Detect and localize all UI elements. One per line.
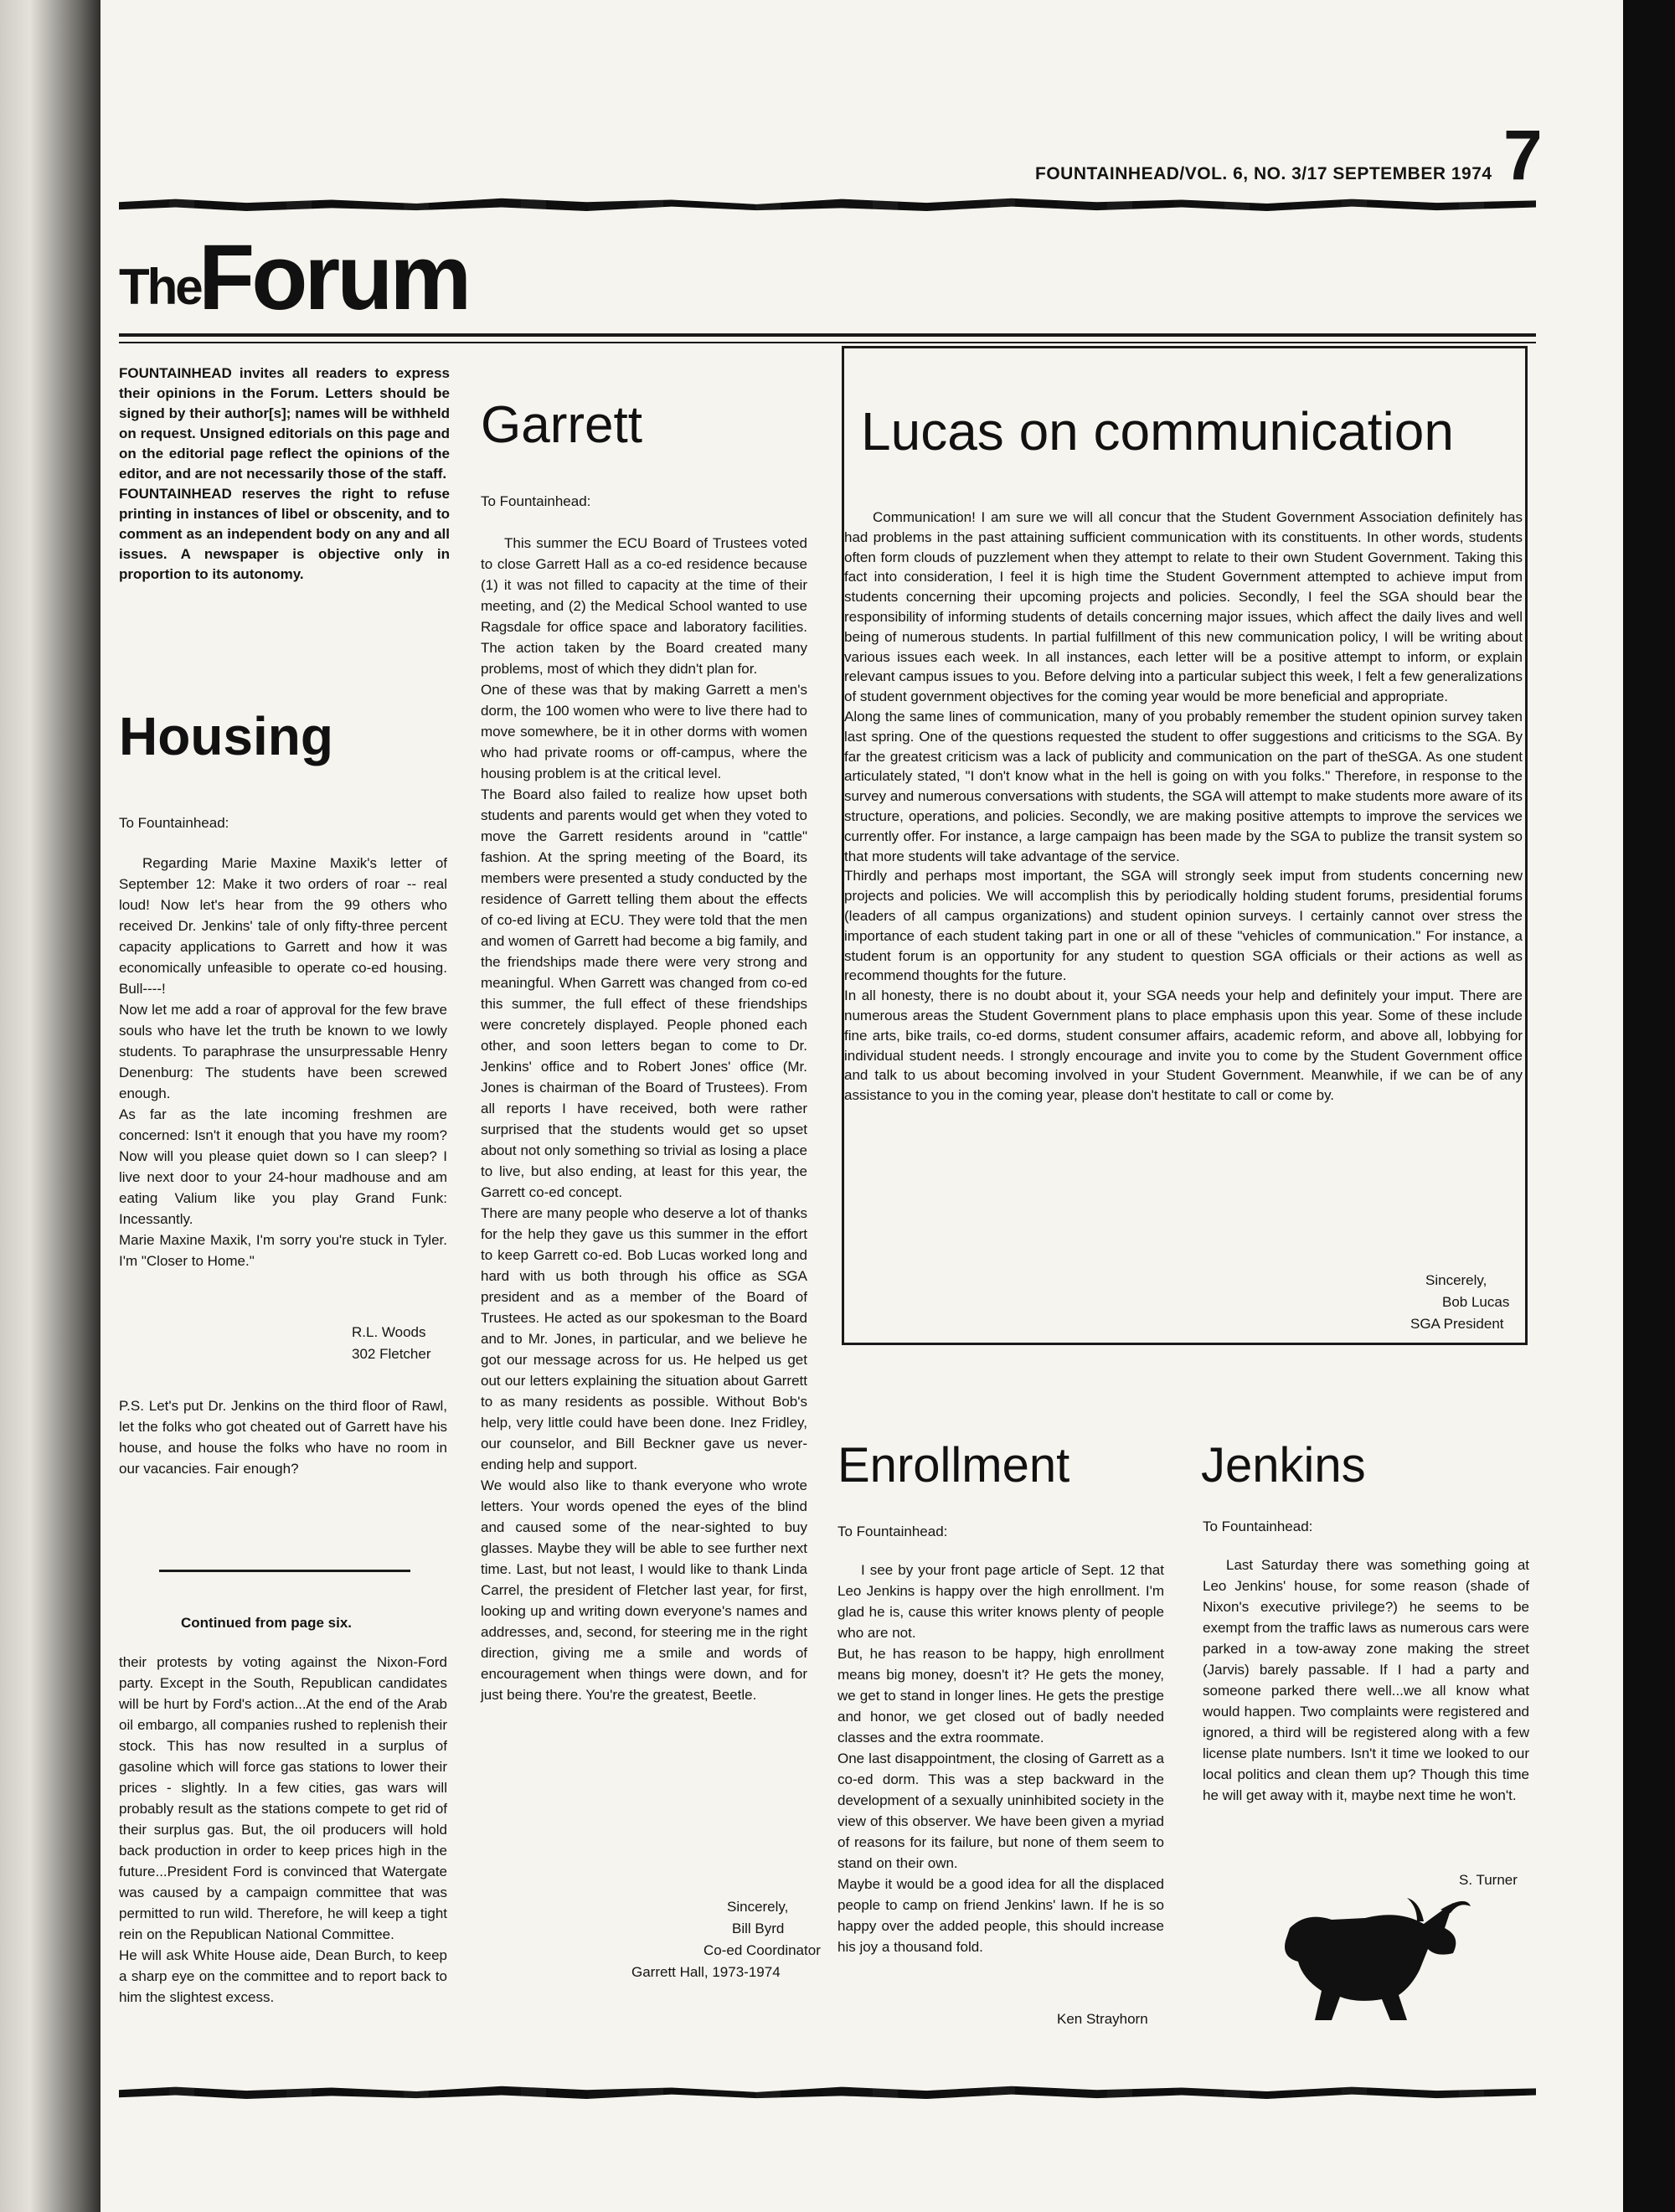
section-divider xyxy=(159,1570,410,1572)
enrollment-signer-name: Ken Strayhorn xyxy=(1057,2011,1148,2027)
page-number: 7 xyxy=(1503,116,1543,194)
garrett-signer-title: Co-ed Coordinator xyxy=(704,1942,821,1958)
jenkins-salutation: To Fountainhead: xyxy=(1203,1518,1313,1534)
housing-signer-address: 302 Fletcher xyxy=(352,1346,431,1362)
lucas-body: Communication! I am sure we will all concur that the Student Government Association definitely has had problems in the past attaining sufficient communication with its constituents. In other words, students often form clouds of puzzlement when they attempt to relate to their own Student Government. Taking this fact into consideration, I feel it is high time the Student Government attempted to achieve imput from students concerning their upcoming projects and policies. Secondly, I feel the SGA should bear the responsibility of informing students of details concerning major issues, which affect the daily lives and well being of numerous students. In partial fulfillment of this new communication policy, I will be writing about various issues each week. In all instances, each letter will be a positive attempt to inform, or explain relevant campus issues to you. Before delving into a particular subject this week, I felt a few generalizations of student government objectives for the coming year would be more beneficial and appropriate. Along the same lines of communication, many of you probably remember the student opinion survey taken last spring. One of the questions requested the student to offer suggestions and criticisms to the SGA. By far the greatest criticism was a lack of publicity and communication on the part of theSGA. As one student articulately stated, "I don't know what in the hell is going on with you folks." Therefore, in response to the survey and numerous conversations with students, the SGA will attempt to make students more aware of its structure, operations, and policies. Secondly, we are making positive attempts to improve the services we currently offer. For instance, a large campaign has been made by the SGA to publize the transit system so that more students will take advantage of the service. Thirdly and perhaps most important, the SGA will strongly seek imput from students concerning new projects and policies. We will accomplish this by periodically holding student forums, presidential forums (leaders of all campus organizations) and student opinion surveys. I certainly cannot over stress the importance of each student taking part in one or all of these "vehicles of communication." For instance, a student forum is an opportunity for any student to question SGA officials or their actions as well as recommend thoughts for the future. In all honesty, there is no doubt about it, your SGA needs your help and definitely your imput. There are numerous areas the Student Government plans to place emphasis upon this year. Some of these include fine arts, bike trails, co-ed dorms, student consumer affairs, academic reform, and above all, lobbying for individual student needs. I strongly encourage and invite you to come by the Student Government office and talk to us about becoming involved in your Student Government. Meanwhile, if we can be of any assistance to you in the coming year, please don't hestitate to call or come by. xyxy=(844,509,1523,1104)
housing-postscript: P.S. Let's put Dr. Jenkins on the third floor of Rawl, let the folks who got cheated out of Garrett have his house, and house the folks who have no room in our vacancies. Fair enough? xyxy=(119,1398,447,1477)
lucas-headline: Lucas on communication xyxy=(861,401,1454,461)
jenkins-headline: Jenkins xyxy=(1201,1438,1366,1493)
housing-body: Regarding Marie Maxine Maxik's letter of September 12: Make it two orders of roar -- real loud! Now let's hear from the 99 others who received Dr. Jenkins' tale of only fifty-three percent capacity applications to Garrett and how it was economically unfeasible to operate co-ed housing. Bull----! Now let me add a roar of approval for the few brave souls who have let the truth be known to we lowly students. To paraphrase the unsurpressable Henry Denenburg: The students have been screwed enough. As far as the late incoming freshmen are concerned: Isn't it enough that you have my room? Now will you please quiet down so I can sleep? I live next door to your 24-hour madhouse and am eating Valium like you play Grand Funk: Incessantly. Marie Maxine Maxik, I'm sorry you're stuck in Tyler. I'm "Closer to Home." xyxy=(119,855,447,1269)
garrett-signer-org: Garrett Hall, 1973-1974 xyxy=(631,1964,781,1980)
enrollment-body: I see by your front page article of Sept. 12 that Leo Jenkins is happy over the high enrollment. I'm glad he is, cause this writer knows plenty of people who are not. But, he has reason to be happy, high enrollment means big money, doesn't it? He gets the money, we get to stand in longer lines. He gets the prestige and honor, we get closed out of badly needed classes and the extra roommate. One last disappointment, the closing of Garrett as a co-ed dorm. This was a step backward in the development of a sexually uninhibited society in the view of this observer. We have been given a myriad of reasons for its failure, but none of them seem to stand on their own. Maybe it would be a good idea for all the displaced people to camp on friend Jenkins' lawn. If he is so happy over the added people, this should increase his joy a thousand fold. xyxy=(838,1562,1164,1955)
garrett-body: This summer the ECU Board of Trustees voted to close Garrett Hall as a co-ed residence because (1) it was not filled to capacity at the time of their meeting, and (2) the Medical School wanted to use Ragsdale for office space and laboratory facilities. The action taken by the Board created many problems, most of which they didn't plan for. One of these was that by making Garrett a men's dorm, the 100 women who were to live there had to move somewhere, be it in other dorms with women who had private rooms or off-campus, where the housing problem is at the critical level. The Board also failed to realize how upset both students and parents would get when they voted to move the Garrett residents around in "cattle" fashion. At the spring meeting of the Board, its members were presented a study conducted by the residence of Garrett telling them about the effects of co-ed living at ECU. They were told that the men and women of Garrett had become a big family, and the friendships made there were very strong and meaningful. When Garrett was changed from co-ed this summer, the full effect of these friendships were concretely displayed. People phoned each other, and soon letters began to come to Dr. Jenkins' office and to Robert Jones' office (Mr. Jones is chairman of the Board of Trustees). From all reports I have received, both were rather surprised that the students would get so upset about not only something so trivial as losing a place to live, but also ending, at least for this year, the Garrett co-ed concept. There are many people who deserve a lot of thanks for the help they gave us this summer in the effort to keep Garrett co-ed. Bob Lucas worked long and hard with us both through his office as SGA president and as a member of the Board of Trustees. He acted as our spokesman to the Board and to Mr. Jones, in particular, and we believe he got our message across for us. He helped us get out our letters explaining the situation about Garrett to as many residents as possible. Without Bob's help, very little could have been done. Inez Fridley, our counselor, and Bill Beckner gave us never-ending help and support. We would also like to thank everyone who wrote letters. Your words opened the eyes of the blind and caused some of the near-sighted to buy glasses. Maybe they will be able to see further next time. Last, but not least, I would like to thank Linda Carrel, the president of Fletcher last year, for first, looking up and writing down everyone's names and addresses, and, second, for steering me in the right direction, giving me a smile and words of encouragement when things were down, and for just being there. You're the greatest, Beetle. xyxy=(481,535,807,1703)
garrett-headline: Garrett xyxy=(481,396,642,454)
bottom-rule xyxy=(119,2084,1536,2099)
binding-gutter xyxy=(0,0,100,2212)
jenkins-body: Last Saturday there was something going at Leo Jenkins' house, for some reason (shade of Nixon's executive privilege?) he seems to be exempt from the traffic laws as numerous cars were parked in a tow-away zone making the street (Jarvis) barely passable. If I had a party and someone parked there well...we all know what would happen. Two complaints were registered and ignored, a third will be registered along with a few license plate numbers. Isn't it time we looked to our local politics and clean them up? Though this time he will get away with it, maybe next time he won't. xyxy=(1203,1557,1529,1803)
top-rule xyxy=(119,196,1536,211)
lucas-signer-title: SGA President xyxy=(1410,1316,1504,1332)
editorial-notice: FOUNTAINHEAD invites all readers to express their opinions in the Forum. Letters should be signed by their author[s]; names will be withheld on request. Unsigned editorials on this page and on the editorial page reflect the opinions of the editor, and are not necessarily those of the staff. FOUNTAINHEAD reserves the right to refuse printing in instances of libel or obscenity, and to comment as an independent body on any and all issues. A newspaper is objective only in proportion to its autonomy. xyxy=(119,365,450,582)
pirate-bull-icon xyxy=(1273,1895,1474,2029)
jenkins-signer-name: S. Turner xyxy=(1459,1872,1518,1888)
masthead-forum: Forum xyxy=(198,226,469,329)
housing-headline: Housing xyxy=(119,706,333,766)
housing-signer-name: R.L. Woods xyxy=(352,1324,426,1340)
continued-body: their protests by voting against the Nixon-Ford party. Except in the South, Republican candidates will be hurt by Ford's action...At the end of the Arab oil embargo, all companies rushed to replenish their stock. This has now resulted in a surplus of gasoline which will force gas stations to lower their prices - slightly. In a few cities, gas wars will probably result as the stations compete to get rid of their surplus gas. But, the oil producers will hold back production in order to keep prices high in the future...President Ford is convinced that Watergate was caused by a campaign committee that was permitted to run wild. Therefore, he will keep a tight rein on the Republican National Committee. He will ask White House aide, Dean Burch, to keep a sharp eye on the committee and to report back to him the slightest excess. xyxy=(119,1654,447,2005)
publication-line: FOUNTAINHEAD/VOL. 6, NO. 3/17 SEPTEMBER 1974 xyxy=(1035,164,1492,183)
housing-salutation: To Fountainhead: xyxy=(119,815,229,831)
continued-label: Continued from page six. xyxy=(181,1615,353,1631)
enrollment-headline: Enrollment xyxy=(838,1438,1070,1493)
garrett-salutation: To Fountainhead: xyxy=(481,493,591,509)
lucas-closing: Sincerely, xyxy=(1425,1272,1487,1288)
masthead-rule xyxy=(119,333,1536,337)
enrollment-salutation: To Fountainhead: xyxy=(838,1524,948,1539)
masthead-the: The xyxy=(119,259,201,315)
garrett-signer-name: Bill Byrd xyxy=(732,1921,785,1936)
garrett-closing: Sincerely, xyxy=(727,1899,789,1915)
masthead-rule-thin xyxy=(119,342,1536,343)
lucas-signer-name: Bob Lucas xyxy=(1442,1294,1510,1310)
